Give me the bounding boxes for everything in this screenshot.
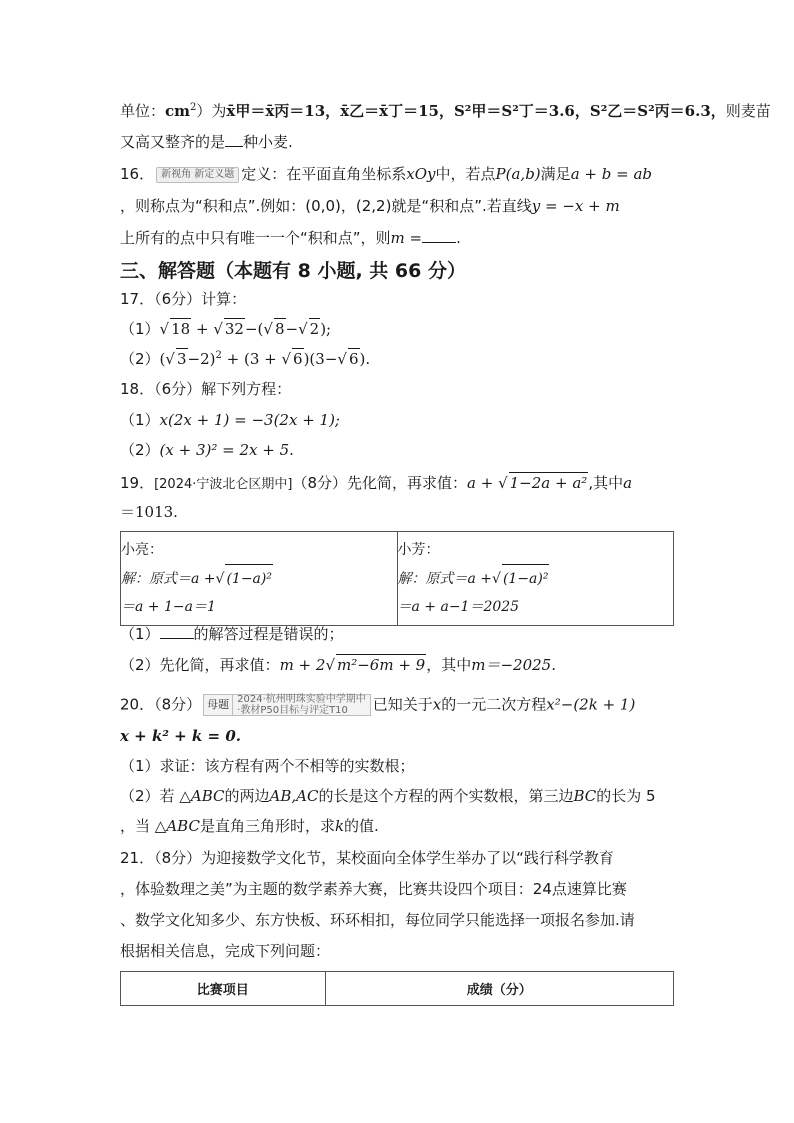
- solution-comparison-table: [120, 531, 674, 626]
- q19-part2: （2）先化简，再求值：m + 2√ m²−6m + 9，其中m＝−2025.: [120, 656, 556, 674]
- q18-part1: （1）x(2x + 1) = −3(2x + 1);: [120, 411, 340, 429]
- q20-part1: （1）求证：该方程有两个不相等的实数根；: [120, 757, 415, 775]
- q15-line1: 单位：$cm^2$）为x̄甲＝x̄丙＝13，x̄乙＝x̄丁＝15，S²甲＝S²丁＝3.6，S²乙＝S²丙＝6.3，则麦苗: [120, 102, 771, 120]
- q21-line1: 21．（8分）为迎接数学文化节，某校面向全体学生举办了以“践行科学教育: [120, 849, 614, 867]
- q20-line1: 20．（8分） 母题 2024·杭州明珠实验中学期中 ·教材P50目标与评定T10 已知关于x的一元二次方程x²−(2k + 1): [120, 694, 636, 716]
- q21-line3: 、数学文化知多少、东方快板、环环相扣，每位同学只能选择一项报名参加.请: [120, 911, 635, 929]
- q16-line1: 16． 新视角 新定义题 定义：在平面直角坐标系xOy中，若点P(a,b)满足a + b = ab: [120, 165, 652, 183]
- answer-blank: [225, 131, 243, 147]
- q19-part1: （1） 的解答过程是错误的；: [120, 625, 344, 643]
- score-table: [120, 971, 674, 1006]
- q21-line4: 根据相关信息，完成下列问题：: [120, 942, 331, 960]
- solution-right: 小芳： 解：原式＝a +√ (1−a)² ＝a + a−1＝2025: [397, 532, 674, 626]
- section-title: 三、解答题（本题有 8 小题, 共 66 分）: [120, 260, 466, 282]
- answer-blank: [160, 623, 194, 639]
- q17-part2: （2）(√ 3−2)$^2$ + (3 + √ 6)(3−√ 6).: [120, 350, 371, 368]
- q16-line3: 上所有的点中只有唯一一个“积和点”，则m = .: [120, 229, 461, 247]
- q20-part2-line2: ，当 △ABC是直角三角形时，求k的值.: [120, 817, 379, 835]
- table-header-event: 比赛项目: [121, 972, 326, 1006]
- q20-line2: x + k² + k = 0.: [120, 727, 241, 745]
- table-header-score: 成绩（分）: [325, 972, 673, 1006]
- question-tag-badge: 新视角 新定义题: [156, 167, 239, 183]
- q17-part1: （1）√ 18 + √ 32−(√ 8−√ 2);: [120, 320, 332, 338]
- q21-line2: ，体验数理之美”为主题的数学素养大赛，比赛共设四个项目：24点速算比赛: [120, 880, 627, 898]
- q19-line1: 19．[2024·宁波北仑区期中]（8分）先化简，再求值：a + √ 1−2a + a²,其中a: [120, 474, 633, 492]
- q18-part2: （2）(x + 3)² = 2x + 5.: [120, 441, 294, 459]
- question-source-badge: 母题 2024·杭州明珠实验中学期中 ·教材P50目标与评定T10: [203, 694, 371, 716]
- q18-header: 18．（6分）解下列方程：: [120, 380, 292, 398]
- q20-part2-line1: （2）若 △ABC的两边AB,AC的长是这个方程的两个实数根，第三边BC的长为 5: [120, 787, 656, 805]
- answer-blank: [422, 227, 456, 243]
- q15-line2: 又高又整齐的是 种小麦.: [120, 133, 293, 151]
- solution-left: 小亮： 解：原式＝a +√ (1−a)² ＝a + 1−a＝1: [121, 532, 398, 626]
- question-source: [2024·宁波北仑区期中]: [154, 477, 293, 492]
- q19-line2: ＝1013.: [120, 503, 178, 521]
- q16-line2: ，则称点为“积和点”.例如：(0,0)，(2,2)就是“积和点”.若直线y = −x + m: [120, 197, 620, 215]
- q17-header: 17．（6分）计算：: [120, 290, 247, 308]
